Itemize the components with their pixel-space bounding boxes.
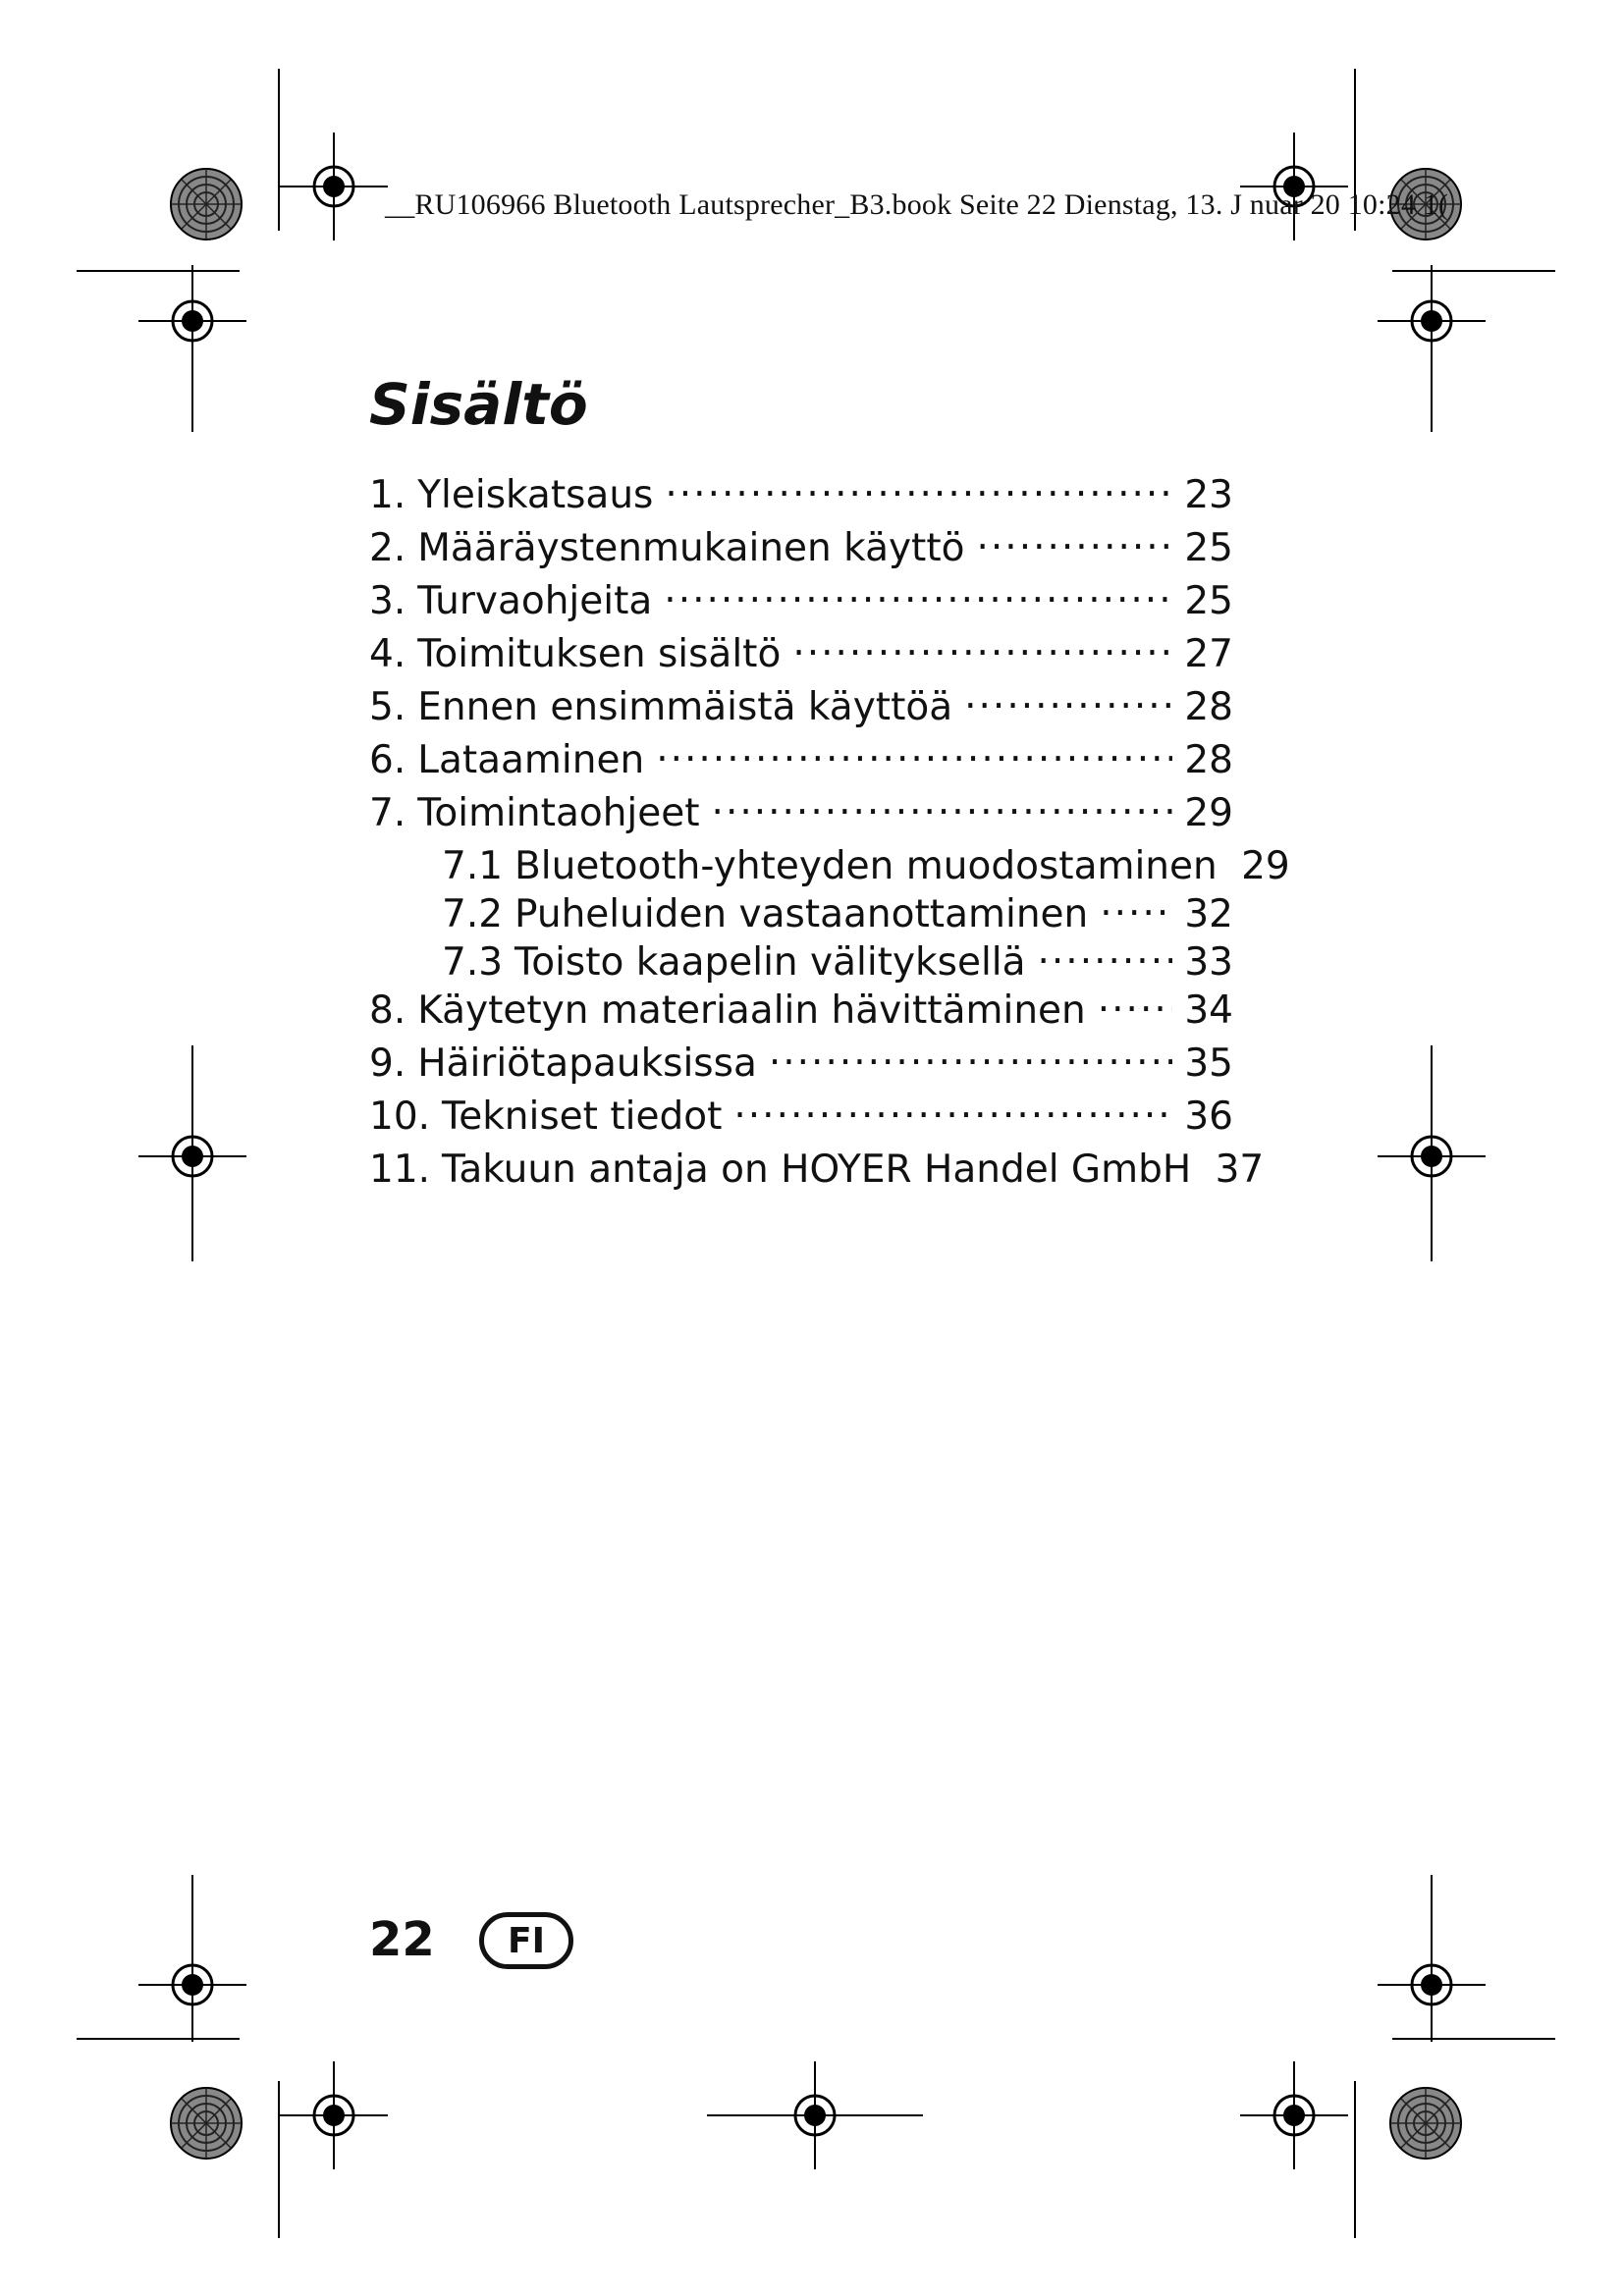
page-title: Sisältö (369, 371, 588, 438)
print-slug-header: __RU106966 Bluetooth Lautsprecher_B3.book Seite 22 Dienstag, 13. J nuar 20 10:24 1( (385, 188, 1449, 221)
toc-entry-label: Yleiskatsaus (417, 473, 654, 517)
toc-entry-page: 29 (1184, 791, 1233, 835)
toc-entry-label: Puheluiden vastaanottaminen (514, 892, 1089, 936)
toc-entry[interactable] (369, 522, 1233, 575)
toc-entry-page: 35 (1184, 1041, 1233, 1086)
dot-leader (977, 522, 1173, 561)
toc-entry[interactable] (369, 681, 1233, 734)
toc-entry-page: 29 (1241, 844, 1290, 888)
toc-entry-number: 5. (369, 685, 406, 729)
toc-entry[interactable] (369, 985, 1233, 1038)
star-target-top-left (171, 169, 242, 240)
toc-entry-label: Takuun antaja on HOYER Handel GmbH (442, 1148, 1192, 1192)
toc-entry-number: 2. (369, 526, 406, 570)
star-target-bottom-right (1390, 2088, 1461, 2159)
toc-entry-page: 23 (1184, 473, 1233, 517)
dot-leader (964, 681, 1172, 720)
toc-entry[interactable] (369, 1038, 1233, 1091)
dot-leader (664, 575, 1172, 614)
toc-entry-number: 7. (369, 791, 406, 835)
toc-entry-label: Häiriötapauksissa (417, 1041, 757, 1086)
toc-subentry[interactable] (369, 936, 1233, 985)
toc-entry-number: 9. (369, 1041, 406, 1086)
dot-leader (769, 1038, 1172, 1076)
toc-entry-label: Toimintaohjeet (417, 791, 700, 835)
toc-entry-number: 7.1 (442, 844, 504, 888)
toc-subentry[interactable] (369, 840, 1290, 888)
toc-entry[interactable] (369, 575, 1233, 628)
dot-leader (1098, 985, 1172, 1023)
toc-entry-label: Tekniset tiedot (442, 1095, 723, 1139)
toc-entry[interactable] (369, 734, 1233, 787)
dot-leader (656, 734, 1172, 773)
toc-entry-label: Toisto kaapelin välityksellä (514, 940, 1026, 985)
toc-entry-number: 10. (369, 1095, 431, 1139)
toc-entry-label: Lataaminen (417, 738, 645, 782)
toc-entry-number: 1. (369, 473, 406, 517)
toc-entry-page: 25 (1184, 526, 1233, 570)
dot-leader (665, 469, 1172, 507)
toc-entry-number: 3. (369, 579, 406, 623)
registration-mark (1240, 2061, 1348, 2169)
toc-entry-page: 34 (1184, 988, 1233, 1033)
registration-mark (280, 133, 388, 240)
toc-entry-number: 6. (369, 738, 406, 782)
toc-entry-page: 25 (1184, 579, 1233, 623)
dot-leader (733, 1091, 1172, 1129)
toc-entry-number: 11. (369, 1148, 431, 1192)
toc-entry-label: Määräystenmukainen käyttö (417, 526, 965, 570)
registration-mark (280, 2061, 388, 2169)
dot-leader (792, 628, 1172, 667)
toc-entry-page: 36 (1184, 1095, 1233, 1139)
toc-entry[interactable] (369, 469, 1233, 522)
toc-entry-label: Toimituksen sisältö (417, 632, 782, 676)
toc-entry-page: 28 (1184, 685, 1233, 729)
toc-entry-page: 27 (1184, 632, 1233, 676)
dot-leader (712, 787, 1172, 826)
table-of-contents (369, 469, 1290, 1197)
registration-mark (1240, 133, 1348, 240)
toc-entry-page: 37 (1215, 1148, 1265, 1192)
toc-entry[interactable] (369, 1091, 1233, 1144)
toc-entry-number: 7.2 (442, 892, 504, 936)
toc-entry[interactable] (369, 787, 1233, 840)
dot-leader (1100, 888, 1172, 927)
dot-leader (1038, 936, 1172, 975)
toc-entry-page: 33 (1184, 940, 1233, 985)
toc-entry-number: 8. (369, 988, 406, 1033)
page-number: 22 (369, 1912, 435, 1967)
toc-subentry[interactable] (369, 888, 1233, 936)
toc-entry-page: 28 (1184, 738, 1233, 782)
toc-entry[interactable] (369, 628, 1233, 681)
star-target-bottom-left (171, 2088, 242, 2159)
toc-entry[interactable] (369, 1144, 1265, 1197)
language-badge: FI (479, 1912, 573, 1969)
toc-entry-label: Ennen ensimmäistä käyttöä (417, 685, 953, 729)
toc-entry-label: Käytetyn materiaalin hävittäminen (417, 988, 1086, 1033)
toc-entry-number: 4. (369, 632, 406, 676)
toc-entry-number: 7.3 (442, 940, 504, 985)
toc-entry-label: Turvaohjeita (417, 579, 653, 623)
toc-entry-page: 32 (1184, 892, 1233, 936)
toc-entry-label: Bluetooth-yhteyden muodostaminen (514, 844, 1218, 888)
